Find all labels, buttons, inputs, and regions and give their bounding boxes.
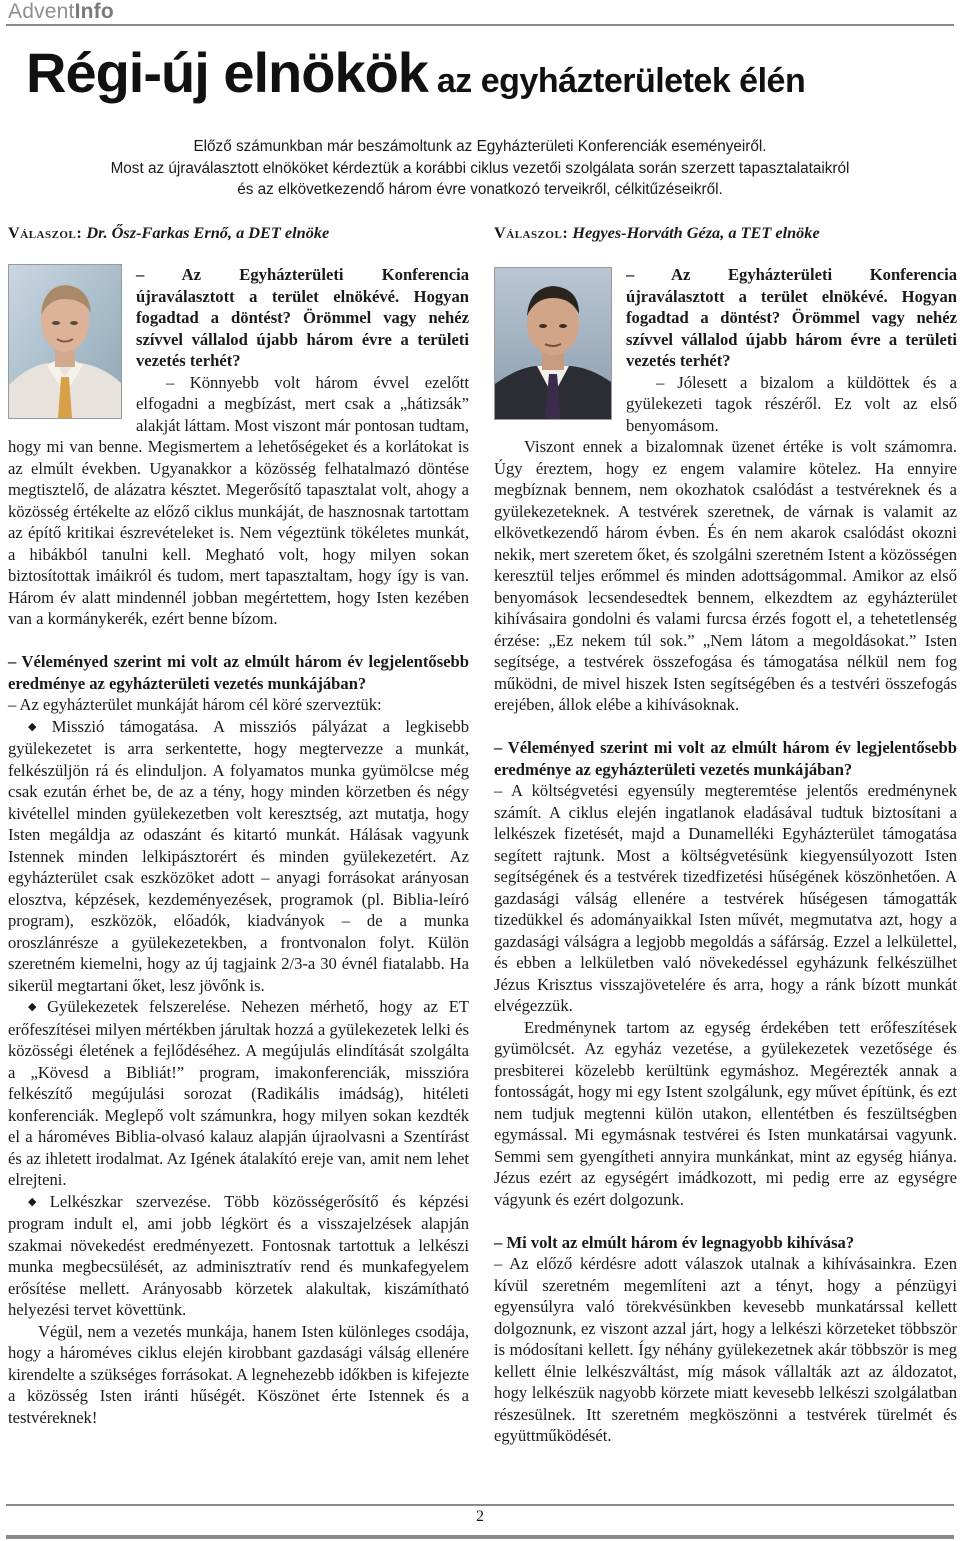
photo-float-spacer xyxy=(494,264,626,432)
byline-label: Válaszol: xyxy=(8,223,83,242)
bullet-diamond-icon: ◆ xyxy=(28,720,48,733)
title-sub: az egyházterületek élén xyxy=(427,62,806,100)
magazine-brand xyxy=(8,0,114,24)
lead-line: Előző számunkban már beszámoltunk az Egyházterületi Konferenciák eseményeiről. xyxy=(193,138,767,155)
article-title xyxy=(26,40,956,105)
answer-2-cont: Eredménynek tartom az egység érdekében tett erőfeszítések gyümölcsét. Az egyház vezetése, a gyülekezetek vezetősége és presbiterei közelebb kerültünk egymáshoz. Megérezték annak a fontosságát, hogy mi egy Istent szolgálunk, egy művet építünk, és ezt nem tudjuk megtenni külön utakon, ellentétben és feszültségben egymással. Mi egymásnak testvérei és Isten munkatársai vagyunk. Semmi sem gyengítheti annyira munkánkat, mint az egység hiánya. Jézus ezért az egységért imádkozott, mi pedig erre az egységre vágyunk és ezért dolgozunk. xyxy=(494,1017,957,1209)
bullet-item xyxy=(8,1191,469,1321)
byline-name: Dr. Ősz-Farkas Ernő, a DET elnöke xyxy=(82,223,330,242)
article-column-right xyxy=(494,264,957,1447)
answer-1: – Jólesett a bizalom a küldöttek és a gyülekezeti tagok részéről. Ez volt az első benyomásom. xyxy=(626,372,957,435)
question-1: – Az Egyházterületi Konferencia újraválasztott a terület elnökévé. Hogyan fogadtad a döntést? Örömmel vagy nehéz szívvel vállalod újabb három évre a területi vezetés terhét? xyxy=(626,265,957,370)
bullet-diamond-icon: ◆ xyxy=(28,1195,46,1208)
answer-2-intro: – Az egyházterület munkáját három cél köré szerveztük: xyxy=(8,695,382,714)
answer-1-cont: Viszont ennek a bizalomnak üzenet értéke is volt számomra. Úgy éreztem, hogy ez engem valamire kötelez. Ha ennyire megbíznak bennem, nem okozhatok csalódást a testvéreknek és a gyülekezeteknek. A testvérek szeretnek, de várnak is valamit az elkövetkezendő három évben. És én nem akarok csalódást okozni nekik, mert szeretem őket, és szolgálni szeretném Istent a közösségen keresztül teljes erőmmel és minden adottságommal. Amikor az első benyomások lecsendesedtek bennem, elkezdtem az egyházterület kihívásaira gondolni és valami furcsa érzés fogott el, a tehetetlenség érzése: „Ez nekem túl sok.” „Nem látom a megoldásokat.” Isten segítsége, a testvérek összefogása és támogatása nélkül nem fog működni, de mivel hiszek Isten segítségében és a testvéri összefogás erejében, állok elébe a kihívásoknak. xyxy=(494,437,957,714)
byline-left xyxy=(8,223,329,243)
answer-2: – A költségvetési egyensúly megteremtése jelentős eredménynek számít. A ciklus elején ingatlanok eladásával tudtuk biztosítani a lelkészek fizetését, majd a Dunamelléki Egyházterület támogatása segített rajtunk. Most a költségvetésünk kiegyensúlyozott Isten segítségének és a testvérek tizedfizetési hűségének köszönhetően. A gazdasági válság ellenére a testvérek hűségesen támogatták tizedükkel és adományaikkal Isten művét, megmutatva azt, hogy a gazdasági válságra a legjobb megoldás a sáfárság. Ezzel a lelkülettel, és ebben a lelkületben való növekedéssel egyházunk felkészülhet Jézus Krisztus visszajövetelére és arra, hogy a ránk bízott munkát elvégezzük. xyxy=(494,781,957,1015)
byline-name: Hegyes-Horváth Géza, a TET elnöke xyxy=(568,223,820,242)
footer-rule xyxy=(6,1504,954,1506)
spacer xyxy=(494,716,957,738)
bullet-diamond-icon: ◆ xyxy=(28,1001,44,1013)
footer-bar xyxy=(6,1535,954,1539)
question-2: – Véleményed szerint mi volt az elmúlt három év legjelentősebb eredménye az egyházterületi vezetés munkájában? xyxy=(494,738,957,779)
lead-line: Most az újraválasztott elnököket kérdeztük a korábbi ciklus vezetői szolgálata során szerzett tapasztalataikról xyxy=(110,159,850,177)
title-main: Régi-új elnökök xyxy=(26,41,428,104)
spacer xyxy=(494,1210,957,1232)
bullet-item xyxy=(8,716,469,997)
lead-line: és az elkövetkezendő három évre vonatkozó terveikről, célkitűzéseikről. xyxy=(237,181,723,198)
byline-right xyxy=(494,223,820,243)
page-number: 2 xyxy=(476,1508,484,1525)
brand-info: Info xyxy=(74,0,114,23)
photo-float-spacer xyxy=(8,264,136,434)
answer-1: – Könnyebb volt három évvel ezelőtt elfogadni a megbízást, mert csak a „hátizsák” alakját láttam. Most viszont már pontosan tudtam, hogy mi van benne. Megismertem a lehetőségeket és a korlátokat is az elmúlt években. Ugyanakkor a közösség felhatalmazó döntése megtisztelő, de alázatra késztet. Megerősítő tapasztalat volt, ahogy a közösség értékelte az előző ciklus munkáját, de hasznosnak tartottam az építő kritikai észrevételeket is. Nem végeztünk tökéletes munkát, a hibákból tanulni kell. Megható volt, hogy milyen sokan biztosítottak imáikról és tudom, mert tapasztaltam, hogy így is van. Három év alatt mindennél jobban megértettem, hogy Isten kezében van a kormánykerék, ezért benne bízom. xyxy=(8,372,469,628)
article-column-left xyxy=(8,264,469,1428)
bullet-item xyxy=(8,996,469,1191)
brand-advent: Advent xyxy=(8,0,75,23)
bullet-text: Misszió támogatása. A missziós pályázat a legkisebb gyülekezetet is arra serkentette, hogy megtervezze a munkát, felkészüljön rá és elinduljon. A folyamatos munka gyümölcse még csak ezután érhet be, de az a tény, hogy minden körzetben és négy kivétellel minden gyülekezetben volt keresztség, azt mutatja, hogy Isten megáldja az odaszánt és kitartó munkát. Hálásak vagyunk Istennek minden lelkipásztorért és minden gyülekezetért. Az egyházterület csak eszközöket adott – anyagi forrásokat arányosan elosztva, képzések, kezdeményezések, programok (pl. Biblia-leíró program), eszközök, előadók, kiadványok – de a munka oroszlánrésze a gyülekezetekben, a frontvonalon folyt. Külön szeretném kiemelni, hogy az új tagjaink 2/3-a 30 évnél fiatalabb. Ha sikerül megtartani őket, lesz jövőnk is. xyxy=(8,716,469,995)
answer-3: – Az előző kérdésre adott válaszok utalnak a kihívásainkra. Ezen kívül szeretném megemlíteni azt a tényt, hogy a pénzügyi egyensúlyra való törekvésünkben kevesebb munkatárssal kellett dolgoznunk, ez viszont azzal járt, hogy a lelkészi körzeteket többször is módosítani kellett. Így néhány gyülekezetnek akár többször is meg kellett élnie lelkészváltást, míg mások vállalták azt az áldozatot, hogy lelkészük nagyobb körzete miatt kevesebb lelkészi szolgálatban részesülnek. Itt szeretném megköszönni a testvérek türelmét és együttműködését. xyxy=(494,1254,957,1445)
byline-label: Válaszol: xyxy=(494,223,569,242)
bullet-text: Gyülekezetek felszerelése. Nehezen mérhető, hogy az ET erőfeszítései milyen mértékben járultak hozzá a gyülekezetek lelki és közösségi életének a fejlődéséhez. A megújulás elindítását szolgálta a „Kövesd a Bibliát!” program, imakonferenciák, misszióra felkészítő megújulási sorozat (Radikális imádság), hitéleti konferenciák. Meglepő volt számunkra, hogy milyen sokan kezdték el a hároméves Biblia-olvasó kalauz alapján újraolvasni a Szentírást és az ihletett irodalmat. Az Igének átalakító ereje van, amit nem lehet elrejteni. xyxy=(8,997,469,1189)
header-rule xyxy=(6,24,954,26)
answer-2-closing: Végül, nem a vezetés munkája, hanem Isten különleges csodája, hogy a hároméves ciklus elején kirobbant gazdasági válság ellenére kirendelte a szükséges forrásokat. A legnehezebb időkben is kifejezte a közösség Isten iránti hűségét. Köszönet érte Istennek és a testvéreknek! xyxy=(8,1321,469,1427)
question-2: – Véleményed szerint mi volt az elmúlt három év legjelentősebb eredménye az egyházterületi vezetés munkájában? xyxy=(8,652,469,693)
bullet-text: Lelkészkar szervezése. Több közösségerősítő és képzési program indult el, ami jobb légkört és a visszajelzések alapján szakmai növekedést eredményezett. Fontosnak tartottuk a lelkészi munka megbecsülését, az adminisztratív rend és munkafegyelem erősítése mellett. Arányosabb körzetek alakultak, kiszámítható helyezési tervet követtünk. xyxy=(8,1191,469,1319)
question-1: – Az Egyházterületi Konferencia újraválasztott a terület elnökévé. Hogyan fogadtad a döntést? Örömmel vagy nehéz szívvel vállalod újabb három évre a területi vezetés terhét? xyxy=(136,265,469,370)
spacer xyxy=(8,630,469,652)
article-lead xyxy=(0,136,960,201)
question-3: – Mi volt az elmúlt három év legnagyobb kihívása? xyxy=(494,1232,855,1252)
